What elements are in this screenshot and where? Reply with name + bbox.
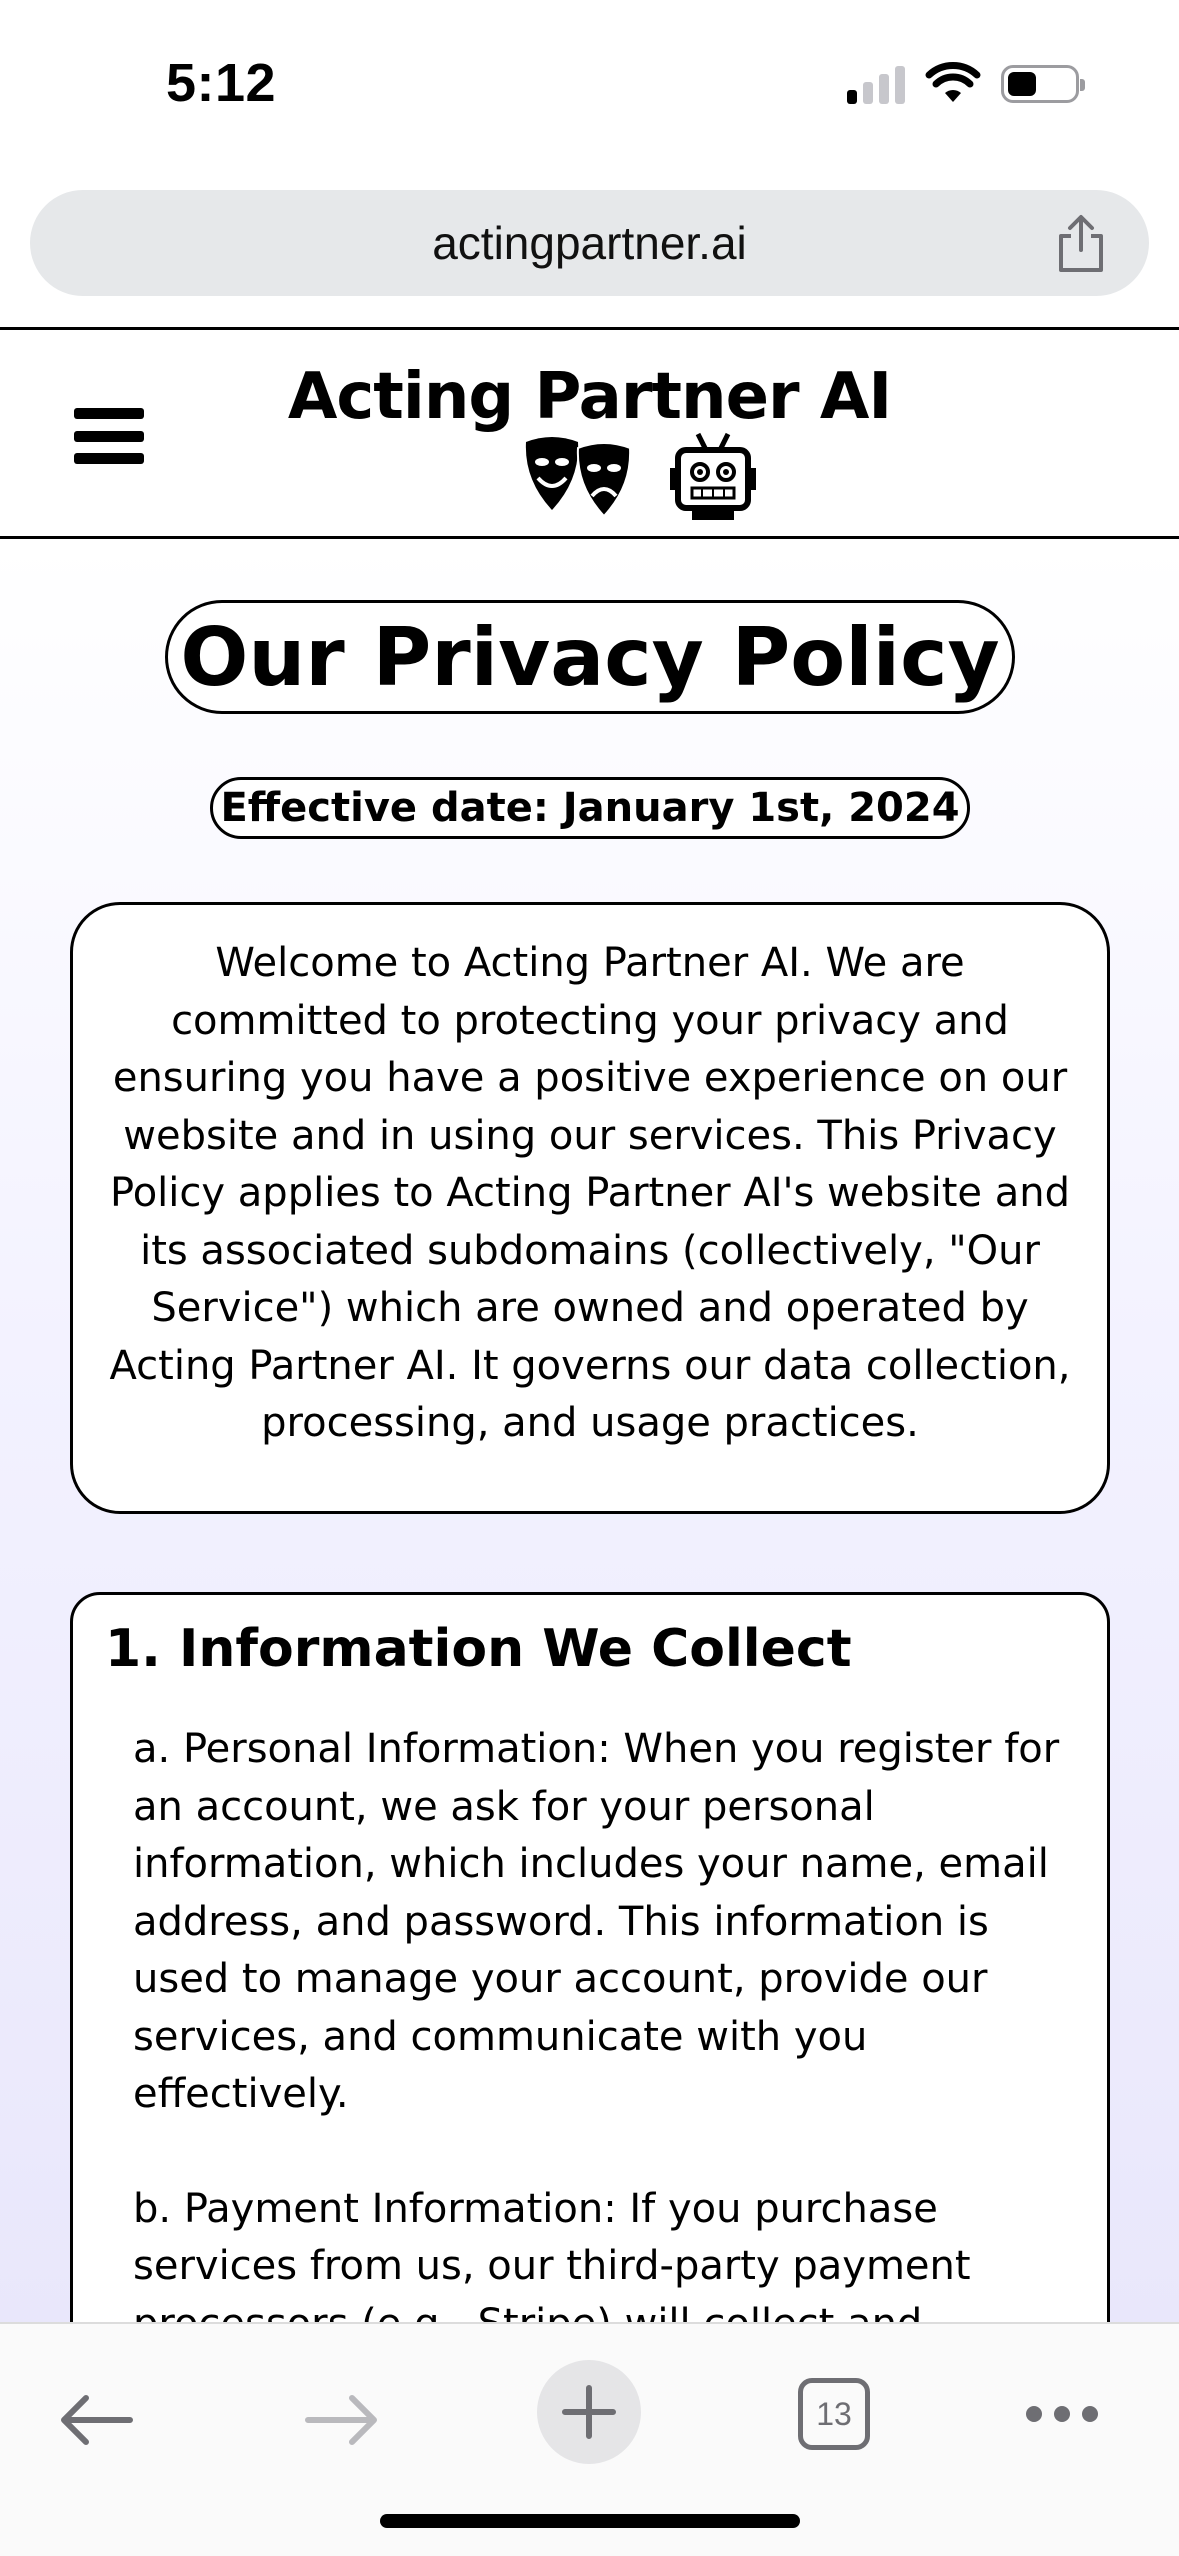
url-text: actingpartner.ai — [432, 217, 747, 269]
forward-arrow-icon[interactable] — [304, 2392, 380, 2448]
intro-card — [70, 902, 1110, 1514]
address-bar[interactable] — [30, 190, 1149, 296]
share-icon[interactable] — [1053, 214, 1109, 274]
site-header — [0, 327, 1179, 539]
section-heading: 1. Information We Collect — [105, 1619, 852, 1679]
tabs-count-button[interactable]: 13 — [798, 2378, 870, 2450]
section-paragraph-personal-information: a. Personal Information: When you register for an account, we ask for your personal information, which includes your name, email address, and password. This information is used to manage your account, provide our services, and communicate with you effectively. — [133, 1726, 1060, 2117]
page-title: Our Privacy Policy — [165, 600, 1015, 714]
effective-date-badge: Effective date: January 1st, 2024 — [210, 777, 970, 839]
section-paragraph-payment-information: b. Payment Information: If you purchase services from us, our third-party payment — [133, 2185, 971, 2289]
plus-icon — [561, 2384, 617, 2440]
section-card-information-we-collect — [70, 1592, 1110, 2392]
status-time: 5:12 — [166, 53, 277, 113]
ellipsis-icon[interactable] — [1026, 2406, 1098, 2422]
battery-icon — [1001, 65, 1079, 103]
status-bar — [0, 0, 1179, 170]
intro-text: Welcome to Acting Partner AI. We are committed to protecting your privacy and ensuring you have a positive experience on our website and in using our services. This Privacy Policy applies to Acting Partner AI's website and its associated subdomains (collectively, "Our Service") which are owned and operated by Acting Partner AI. It governs our data collection, processing, and usage practices. — [109, 940, 1071, 1446]
status-icons — [847, 64, 1079, 104]
robot-icon — [668, 430, 758, 522]
new-tab-button[interactable] — [537, 2360, 641, 2464]
browser-toolbar — [0, 2322, 1179, 2556]
cellular-signal-icon — [847, 64, 905, 104]
theater-masks-icon — [522, 434, 634, 518]
back-arrow-icon[interactable] — [58, 2392, 134, 2448]
site-logo-text[interactable]: Acting Partner AI — [287, 360, 892, 434]
home-indicator — [380, 2514, 800, 2528]
page-content — [0, 542, 1179, 2322]
wifi-icon — [927, 64, 979, 104]
